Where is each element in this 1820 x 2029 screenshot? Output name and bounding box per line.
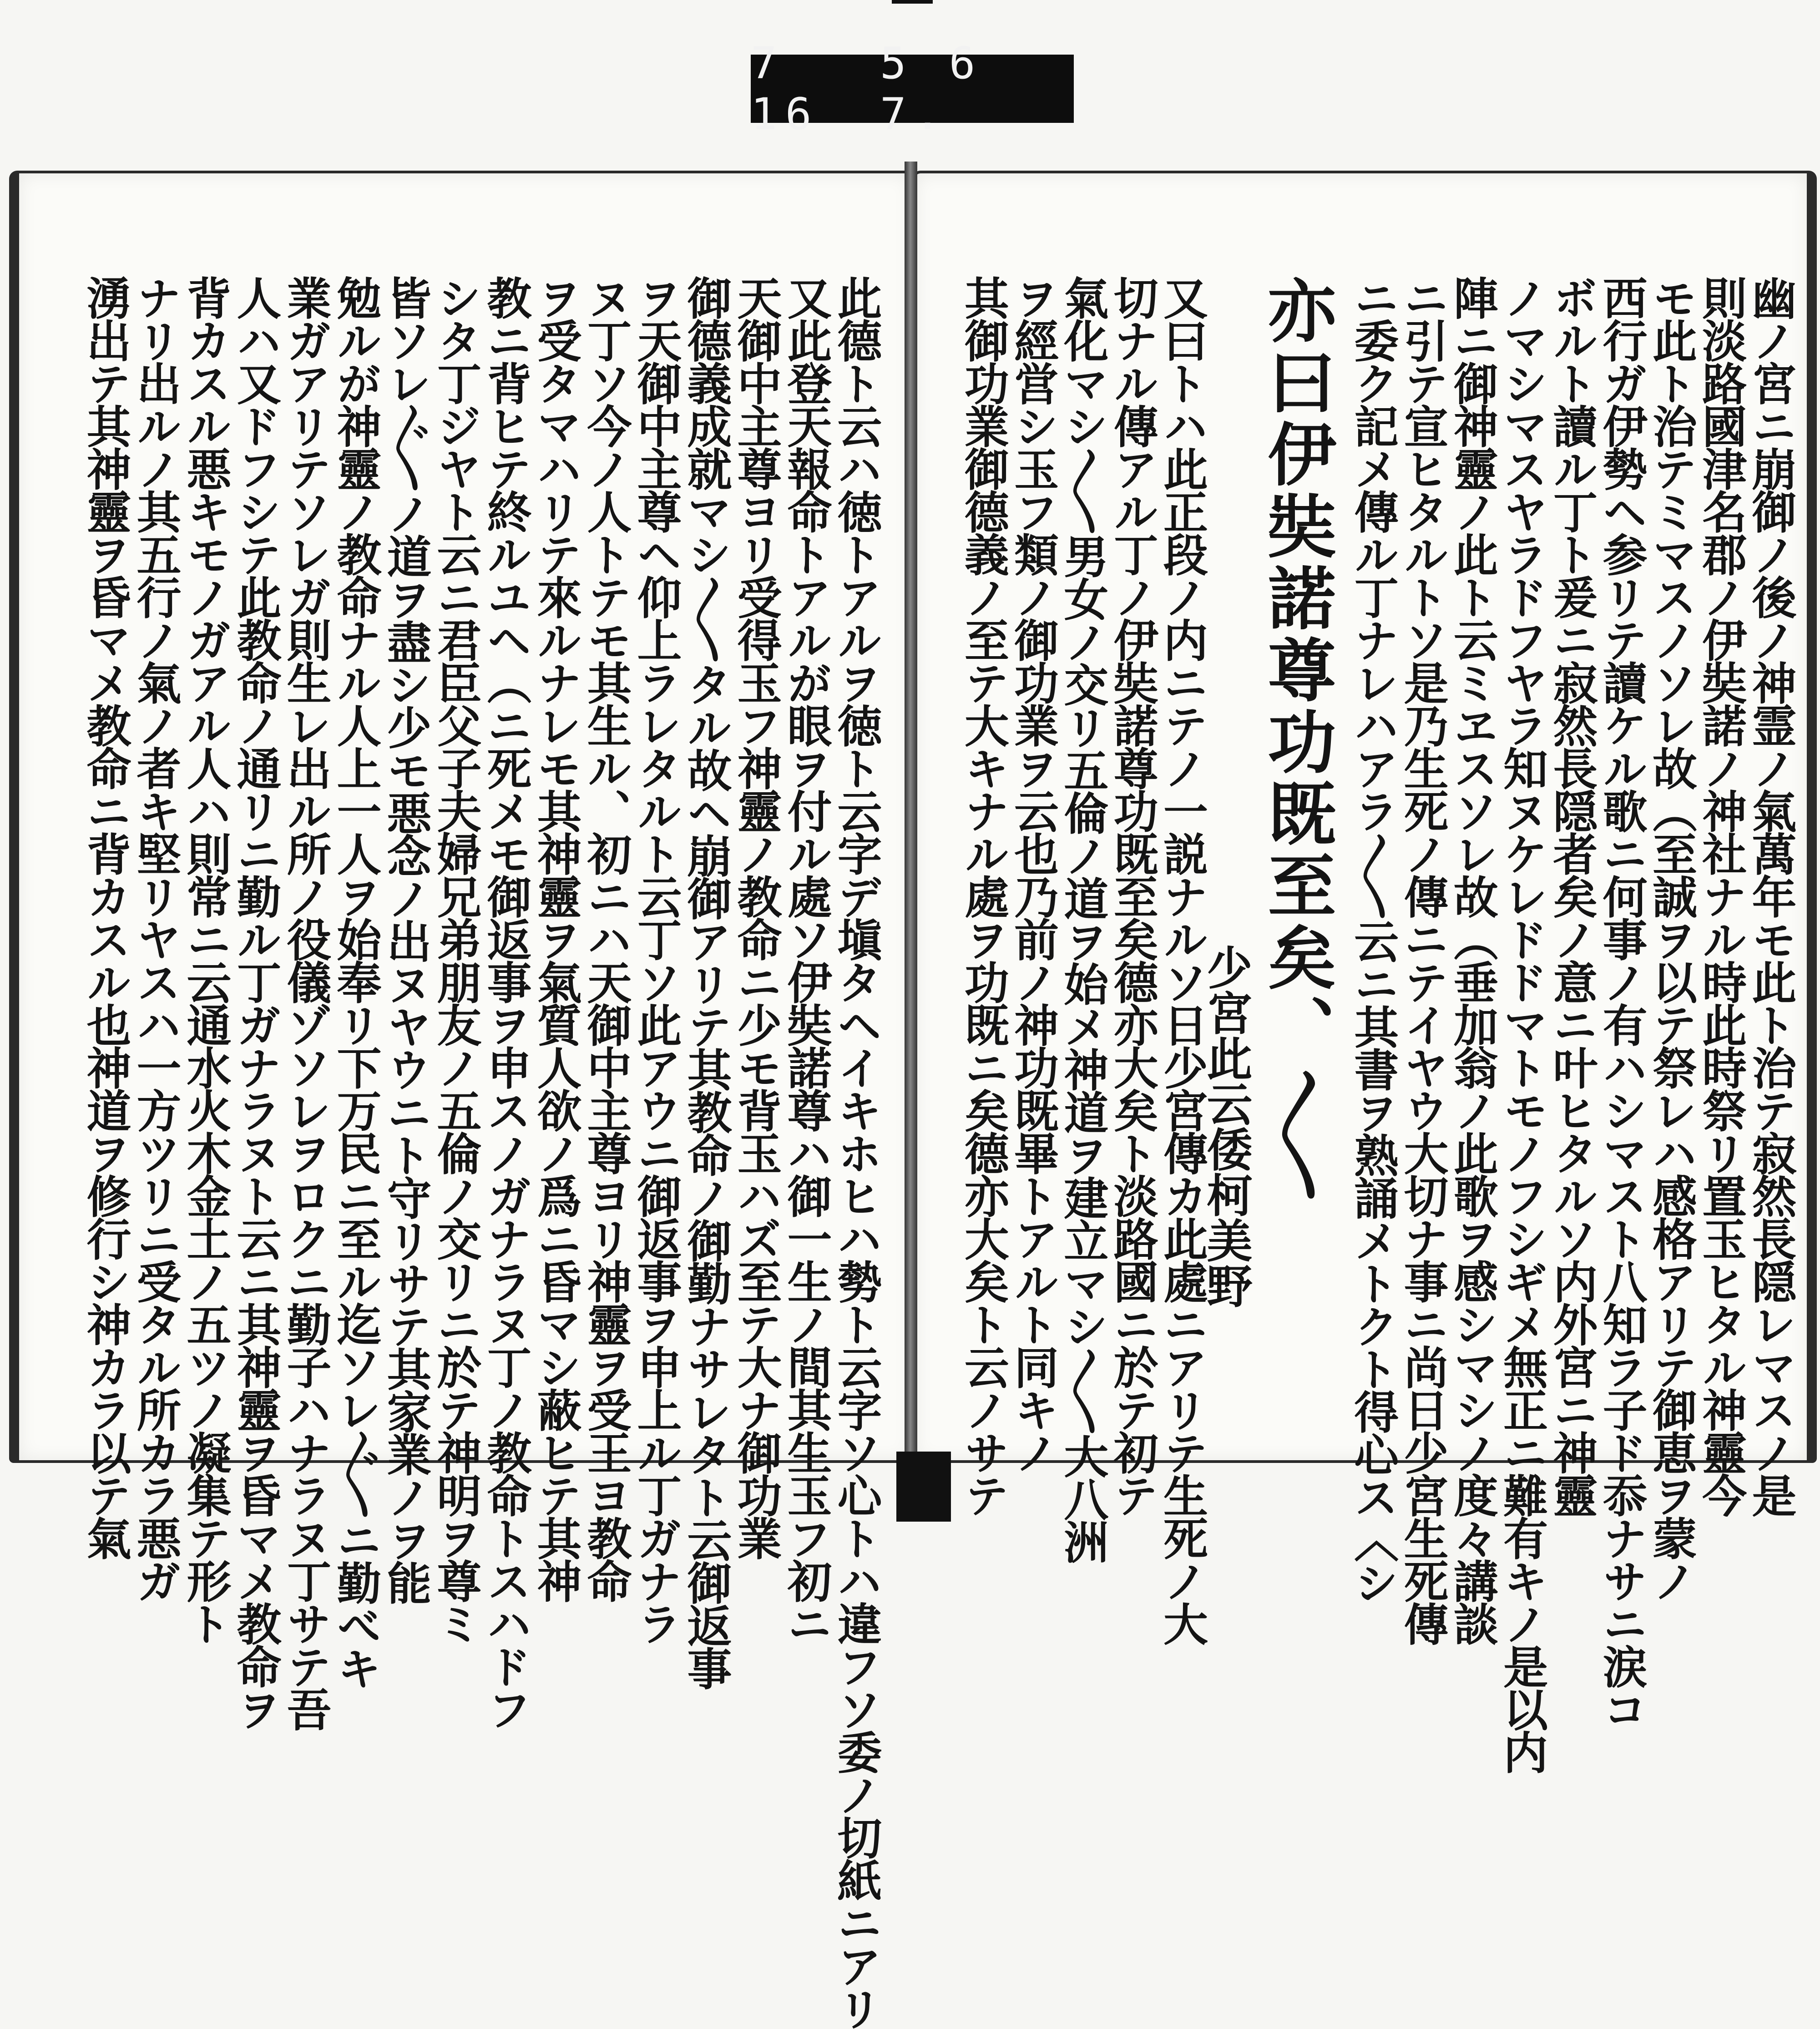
text-column: 則淡路國津名郡ノ伊奘諾ノ神社ナル時此時祭リ置玉ヒタル神靈今 [1694, 275, 1747, 1516]
text-column: ヲ天御中主尊ヘ仰上ラレタルト云丁ソ此アウニ御返事ヲ申上ル丁ガナラ [630, 275, 682, 1644]
text-column: 天御中主尊ヨリ受得玉フ神靈ノ教命ニ少モ背玉ハズ至テ大ナ御功業 [730, 275, 782, 1558]
text-column: 切ナル傳アル丁ノ伊奘諾尊功既至矣德亦大矣ト淡路國ニ於テ初テ [1106, 275, 1159, 1516]
text-column: 西行ガ伊勢ヘ参リテ讀ケル歌ニ何事ノ有ハシマスト八知ラ子ド忝ナサニ涙コ [1595, 275, 1648, 1730]
text-column: ノマシマスヤラドフヤラ知ヌケレドドマトモノフシギメ無正ニ難有キノ是以内 [1496, 275, 1548, 1772]
text-column: 幽ノ宮ニ崩御ノ後ノ神霊ノ氣萬年モ此ト治テ寂然長隠レマスノ是 [1744, 275, 1797, 1516]
catalog-number-label [751, 38, 1074, 140]
text-column: シタ丁ジヤト云ニ君臣父子夫婦兄弟朋友ノ五倫ノ交リニ於テ神明ヲ尊ミ [430, 275, 482, 1644]
text-column: 此德ト云ハ徳トアルヲ徳ト云字デ塡タヘイキホヒハ勢ト云字ソ心トハ違フソ委ノ切紙ニアリ [830, 275, 882, 2029]
left-page-text [77, 275, 882, 2029]
text-column: 氣化マシ〳〵男女ノ交リ五倫ノ道ヲ始メ神道ヲ建立マシ〳〵大八洲 [1056, 275, 1109, 1562]
text-column: モ此ト治テミマスノソレ故（至誠ヲ以テ祭レハ感格アリテ御恵ヲ蒙ノ [1645, 275, 1698, 1601]
text-column: ヲ受タマハリテ來ルナレモ其神靈ヲ氣質人欲ノ爲ニ昏マシ蔽ヒテ其神 [530, 275, 582, 1601]
right-page-text [956, 275, 1797, 1772]
text-column: 湧出テ其神靈ヲ昏マメ教命ニ背カスル也神道ヲ修行シ神カラ以テ氣 [79, 275, 131, 1558]
text-column: ボルト讀ル丁ト爰ニ寂然長隠者矣ノ意ニ叶ヒタルソ内外宮ニ神靈 [1545, 275, 1598, 1516]
text-column: 御德義成就マシ〳〵タル故ヘ崩御アリテ其教命ノ御勤ナサレタト云御返事 [680, 275, 732, 1689]
text-column: ナリ出ルノ其五行ノ氣ノ者キ堅リヤスハ一方ツリニ受タル所カラ悪ガ [129, 275, 182, 1601]
book-gutter [905, 162, 917, 1472]
text-column: ヌ丁ソ今ノ人トテモ其生ル、初ニハ天御中主尊ヨリ神靈ヲ受王ヨ教命 [580, 275, 632, 1601]
open-book [9, 162, 1811, 2029]
text-column: 又曰トハ此正段ノ内ニテノ一説ナルソ日少宮傳カ此處ニアリテ生死ノ大 [1156, 275, 1208, 1644]
label-right-number: 5 6 7. [880, 38, 984, 140]
section-heading: 亦曰伊奘諾尊功既至矣、〳〵 [1256, 275, 1336, 1206]
text-column: ニ引テ宣ヒタルトソ是乃生死ノ傳ニテイヤウ大切ナ事ニ尚日少宮生死傳 [1396, 275, 1449, 1644]
label-left-number: 7 16 [751, 38, 820, 140]
text-column: ニ委ク記メ傳ル丁ナレハアラ〳〵云ニ其書ヲ熟誦メトクト得心ス〈シ [1346, 275, 1399, 1603]
text-column: 業ガアリテソレガ則生レ出ル所ノ役儀ゾソレヲロクニ勤子ハナラヌ丁サテ吾 [279, 275, 332, 1730]
bottom-binding-tab [896, 1452, 951, 1522]
text-column: 陣ニ御神靈ノ此ト云ミヱスソレ故（垂加翁ノ此歌ヲ感シマシノ度々講談 [1446, 275, 1499, 1644]
text-column: 勉ルが神靈ノ教命ナル人上一人ヲ始奉リ下万民ニ至ル迄ソレ〴〵ニ勤べキ [329, 275, 382, 1689]
text-column: 又此登天報命トアルが眼ヲ付ル處ソ伊奘諾尊ハ御一生ノ間其生玉フ初ニ [780, 275, 832, 1644]
text-column: ヲ經営シ玉フ類ノ御功業ヲ云也乃前ノ神功既畢トアルト同キノ [1006, 275, 1059, 1473]
top-binding-tab [892, 0, 933, 4]
text-column: 皆ソレ〴〵ノ道ヲ盡シ少モ悪念ノ出ヌヤウニト守リサテ其家業ノヲ能 [379, 275, 432, 1603]
text-column: 背カスル悪キモノガアル人ハ則常ニ云通水火木金土ノ五ツノ凝集テ形ト [179, 275, 232, 1644]
reading-note: 少宮此云倭柯美野 [1199, 944, 1253, 1308]
text-column: 人ハ又ドフシテ此教命ノ通リニ勤ル丁ガナラヌト云ニ其神靈ヲ昏マメ教命ヲ [229, 275, 282, 1730]
text-column: 其御功業御德義ノ至テ大キナル處ヲ功既ニ矣德亦大矣ト云ノサテ [957, 275, 1010, 1516]
text-column: 教ニ背ヒテ終ルユヘ（ニ死メモ御返事ヲ申スノガナラヌ丁ノ教命トスハドフ [480, 275, 532, 1730]
